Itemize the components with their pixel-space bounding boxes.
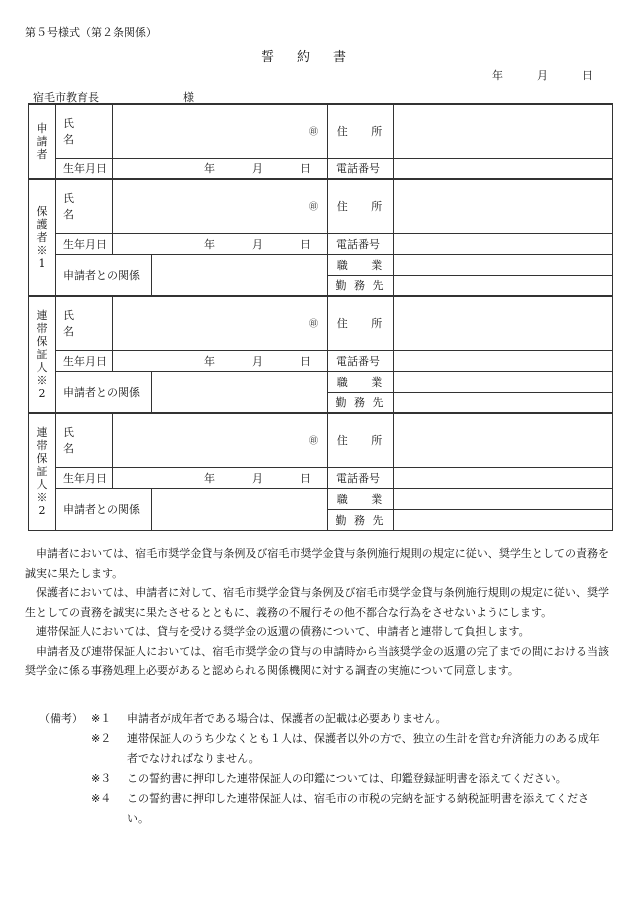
phone-label: 電話番号 <box>336 471 380 485</box>
guarantor2-category-label: 連帯保証人※2 <box>29 413 56 530</box>
paragraph-consent: 申請者及び連帯保証人においては、宿毛市奨学金の貸与の申請時から当該奨学金の返還の完了までの間における当該奨学金に係る事務処理上必要があると認められる関係機関に対する調査の実施について同意します。 <box>25 644 609 677</box>
guarantor2-relation-field[interactable] <box>152 488 328 530</box>
paragraph-guardian: 保護者においては、申請者に対して、宿毛市奨学金貸与条例及び宿毛市奨学金貸与条例施行規則の規定に従い、奨学生としての責務を誠実に果たさせるとともに、義務の不履行その他不都合な行為をさせないようにします。 <box>25 586 609 619</box>
note-text: 申請者が成年者である場合は、保護者の記載は必要ありません。 <box>127 712 447 725</box>
applicant-category-label: 申請者 <box>29 104 56 179</box>
address-label: 住 所 <box>336 434 393 448</box>
guardian-birthdate-field[interactable]: 年 月 日 <box>113 233 328 254</box>
remarks <box>25 709 609 829</box>
guarantor2-phone-field[interactable] <box>394 467 613 488</box>
guarantor2-workplace-field[interactable] <box>394 509 613 530</box>
guardian-workplace-field[interactable] <box>394 275 613 296</box>
guardian-category-label: 保護者※1 <box>29 179 56 296</box>
guardian-occupation-field[interactable] <box>394 254 613 275</box>
paragraph-applicant: 申請者においては、宿毛市奨学金貸与条例及び宿毛市奨学金貸与条例施行規則の規定に従い、奨学生としての責務を誠実に果たします。 <box>25 547 609 580</box>
guarantor2-name-row <box>29 413 613 467</box>
note-mark: ※３ <box>91 772 112 785</box>
guardian-relation-row <box>29 254 613 275</box>
guarantor1-name-row <box>29 296 613 350</box>
guarantor2-relation-row <box>29 488 613 509</box>
date-year-label: 年 <box>492 69 503 82</box>
page-title: 誓約書 <box>260 50 369 65</box>
guarantor2-address-field[interactable] <box>394 413 613 467</box>
guardian-name-field[interactable] <box>113 179 328 233</box>
pledge-form-table <box>28 103 613 531</box>
birthdate-label: 生年月日 <box>63 471 107 485</box>
relation-label: 申請者との関係 <box>63 503 140 516</box>
name-label: 氏 名 <box>63 426 86 456</box>
note-mark: ※１ <box>91 712 112 725</box>
seal-mark: ㊞ <box>308 436 318 447</box>
applicant-phone-field[interactable] <box>394 158 613 179</box>
applicant-name-row <box>29 104 613 158</box>
name-label: 氏 名 <box>63 192 86 222</box>
note-text: この誓約書に押印した連帯保証人の印鑑については、印鑑登録証明書を添えてください。 <box>127 772 567 785</box>
name-label: 氏 名 <box>63 309 86 339</box>
note-item <box>25 729 609 769</box>
guardian-address-field[interactable] <box>394 179 613 233</box>
addressee-name: 宿毛市教育長 <box>33 91 99 104</box>
guarantor1-relation-row <box>29 371 613 392</box>
note-item <box>25 709 609 729</box>
guarantor2-birthdate-field[interactable]: 年 月 日 <box>113 467 328 488</box>
address-label: 住 所 <box>336 125 393 139</box>
guarantor1-address-field[interactable] <box>394 296 613 350</box>
guardian-phone-field[interactable] <box>394 233 613 254</box>
occupation-label: 職 業 <box>336 492 393 506</box>
occupation-label: 職 業 <box>336 258 393 272</box>
guarantor1-name-field[interactable] <box>113 296 328 350</box>
occupation-label: 職 業 <box>336 375 393 389</box>
guarantor1-workplace-field[interactable] <box>394 392 613 413</box>
address-label: 住 所 <box>336 200 393 214</box>
pledge-paragraphs <box>25 544 609 681</box>
relation-label: 申請者との関係 <box>63 268 140 282</box>
submission-date <box>492 67 593 83</box>
note-text: この誓約書に押印した連帯保証人は、宿毛市の市税の完納を証する納税証明書を添えてください。 <box>127 792 589 825</box>
note-mark: ※２ <box>91 732 112 745</box>
applicant-birth-row <box>29 158 613 179</box>
note-text: 連帯保証人のうち少なくとも１人は、保護者以外の方で、独立の生計を営む弁済能力のある成年者でなければなりません。 <box>127 732 600 765</box>
note-item <box>25 769 609 789</box>
birthdate-label: 生年月日 <box>63 237 107 251</box>
form-number-label: 第５号様式（第２条関係） <box>25 26 157 39</box>
addressee-honorific: 様 <box>183 91 194 104</box>
guardian-birth-row <box>29 233 613 254</box>
guarantor2-name-field[interactable] <box>113 413 328 467</box>
guarantor1-birth-row <box>29 350 613 371</box>
note-mark: ※４ <box>91 792 112 805</box>
guarantor1-birthdate-field[interactable]: 年 月 日 <box>113 350 328 371</box>
address-label: 住 所 <box>336 317 393 331</box>
remarks-heading: （備考） <box>39 712 83 725</box>
note-item <box>25 789 609 829</box>
guarantor2-occupation-field[interactable] <box>394 488 613 509</box>
birthdate-label: 生年月日 <box>63 354 107 368</box>
workplace-label: 勤 務 先 <box>335 396 386 410</box>
guarantor1-relation-field[interactable] <box>152 371 328 413</box>
guarantor1-category-label: 連帯保証人※2 <box>29 296 56 413</box>
date-month-label: 月 <box>537 69 548 82</box>
phone-label: 電話番号 <box>336 237 380 251</box>
guarantor1-phone-field[interactable] <box>394 350 613 371</box>
guardian-relation-field[interactable] <box>152 254 328 296</box>
seal-mark: ㊞ <box>308 127 318 138</box>
workplace-label: 勤 務 先 <box>335 513 386 527</box>
applicant-address-field[interactable] <box>394 104 613 158</box>
guarantor2-birth-row <box>29 467 613 488</box>
relation-label: 申請者との関係 <box>63 385 140 399</box>
date-day-label: 日 <box>582 69 593 82</box>
seal-mark: ㊞ <box>308 319 318 330</box>
guarantor1-occupation-field[interactable] <box>394 371 613 392</box>
seal-mark: ㊞ <box>308 202 318 213</box>
birthdate-label: 生年月日 <box>63 162 107 176</box>
guardian-name-row <box>29 179 613 233</box>
phone-label: 電話番号 <box>336 162 380 176</box>
applicant-name-field[interactable] <box>113 104 328 158</box>
workplace-label: 勤 務 先 <box>335 279 386 293</box>
paragraph-guarantor: 連帯保証人においては、貸与を受ける奨学金の返還の債務について、申請者と連帯して負担します。 <box>36 625 530 638</box>
applicant-birthdate-field[interactable]: 年 月 日 <box>113 158 328 179</box>
name-label: 氏 名 <box>63 117 86 147</box>
phone-label: 電話番号 <box>336 354 380 368</box>
